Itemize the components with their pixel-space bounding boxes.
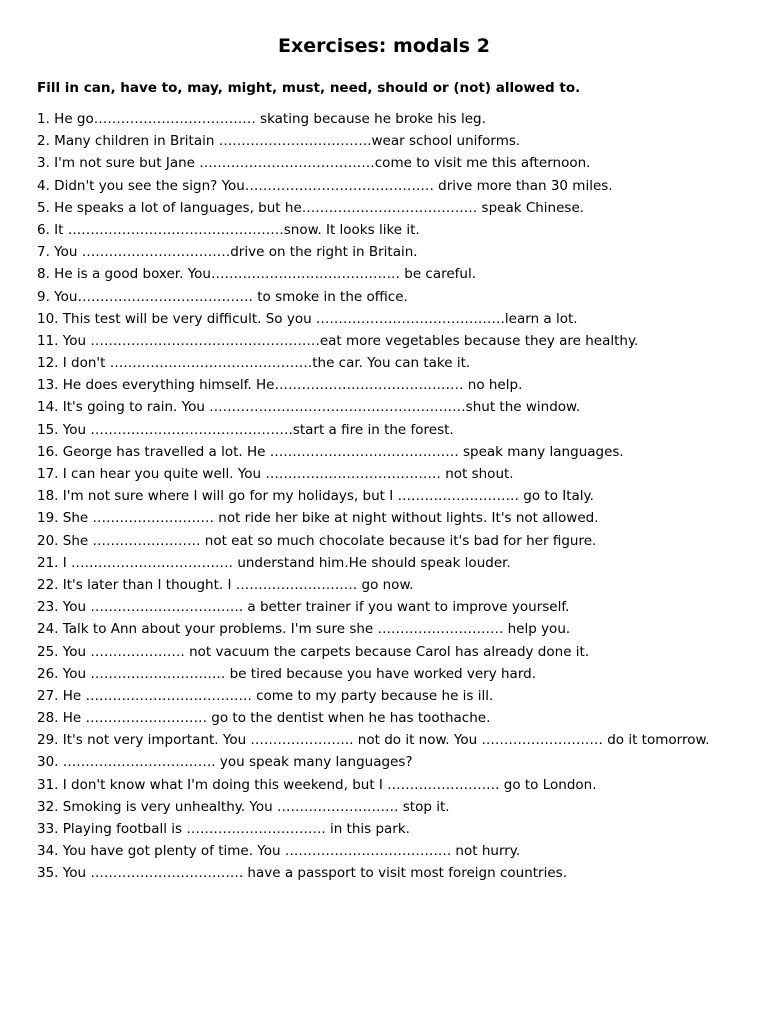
- exercise-item: 22. It's later than I thought. I ……………………… go now.: [37, 576, 414, 593]
- exercise-item: 10. This test will be very difficult. So you ……………………………………learn a lot.: [37, 310, 578, 327]
- exercise-item: 23. You ……………………………. a better trainer if you want to improve yourself.: [37, 599, 570, 616]
- exercise-item: 32. Smoking is very unhealthy. You ……………………… stop it.: [37, 798, 450, 815]
- exercise-item: 29. It's not very important. You ………………….. not do it now. You ……………………… do it tomorrow.: [37, 732, 710, 749]
- exercise-item: 28. He ……………………… go to the dentist when he has toothache.: [37, 710, 491, 727]
- exercise-item: 7. You ……………………………drive on the right in Britain.: [37, 244, 418, 261]
- exercise-item: 9. You………………………………… to smoke in the office.: [37, 288, 408, 305]
- exercise-item: 20. She …………………… not eat so much chocolate because it's bad for her figure.: [37, 532, 597, 549]
- exercise-item: 17. I can hear you quite well. You ………………………………… not shout.: [37, 466, 514, 482]
- exercise-item: 3. I'm not sure but Jane …………………………………come to visit me this afternoon.: [37, 155, 591, 172]
- exercise-item: 15. You ………………………………………start a fire in the forest.: [37, 421, 454, 438]
- exercise-item: 4. Didn't you see the sign? You…………………………………… drive more than 30 miles.: [37, 177, 613, 194]
- exercise-item: 18. I'm not sure where I will go for my holidays, but I ……………………… go to Italy.: [37, 488, 594, 505]
- exercise-item: 16. George has travelled a lot. He …………………………………… speak many languages.: [37, 443, 624, 460]
- exercise-item: 31. I don't know what I'm doing this weekend, but I ……………………. go to London.: [37, 776, 597, 793]
- exercise-item: 26. You ………………………… be tired because you have worked very hard.: [37, 665, 536, 682]
- exercise-item: 6. It …………………………………………snow. It looks like it.: [37, 221, 420, 238]
- exercise-item: 34. You have got plenty of time. You ………………………………. not hurry.: [37, 843, 521, 860]
- exercise-item: 8. He is a good boxer. You…………………………………… be careful.: [37, 266, 477, 283]
- exercise-item: 19. She ……………………… not ride her bike at night without lights. It's not allowed.: [37, 510, 599, 527]
- exercise-item: 12. I don't ………………………………………the car. You can take it.: [37, 355, 471, 372]
- exercise-item: 30. ……………………………. you speak many languages?: [37, 754, 413, 771]
- exercise-item: 14. It's going to rain. You …………………………………………………shut the window.: [37, 399, 581, 416]
- exercise-item: 33. Playing football is …………………………. in this park.: [37, 821, 410, 837]
- exercise-item: 21. I ……………………………… understand him.He should speak louder.: [37, 554, 511, 571]
- exercise-item: 5. He speaks a lot of languages, but he………………………………… speak Chinese.: [37, 199, 585, 216]
- exercise-item: 27. He ………………………………. come to my party because he is ill.: [37, 687, 494, 704]
- exercise-item: 25. You ………………… not vacuum the carpets because Carol has already done it.: [37, 643, 590, 660]
- page-title: Exercises: modals 2: [278, 35, 490, 57]
- exercise-item: 13. He does everything himself. He…………………………………… no help.: [37, 377, 523, 394]
- exercise-item: 2. Many children in Britain …………………………….wear school uniforms.: [37, 133, 521, 150]
- exercise-item: 24. Talk to Ann about your problems. I'm sure she ………………………. help you.: [37, 621, 571, 638]
- exercise-item: 1. He go……………………………… skating because he broke his leg.: [37, 111, 486, 127]
- exercise-item: 35. You ……………………………. have a passport to visit most foreign countries.: [37, 865, 567, 882]
- exercise-list: [37, 108, 710, 885]
- exercise-item: 11. You ……………………………………………eat more vegetables because they are healthy.: [37, 332, 639, 349]
- instructions-text: Fill in can, have to, may, might, must, need, should or (not) allowed to.: [37, 80, 581, 96]
